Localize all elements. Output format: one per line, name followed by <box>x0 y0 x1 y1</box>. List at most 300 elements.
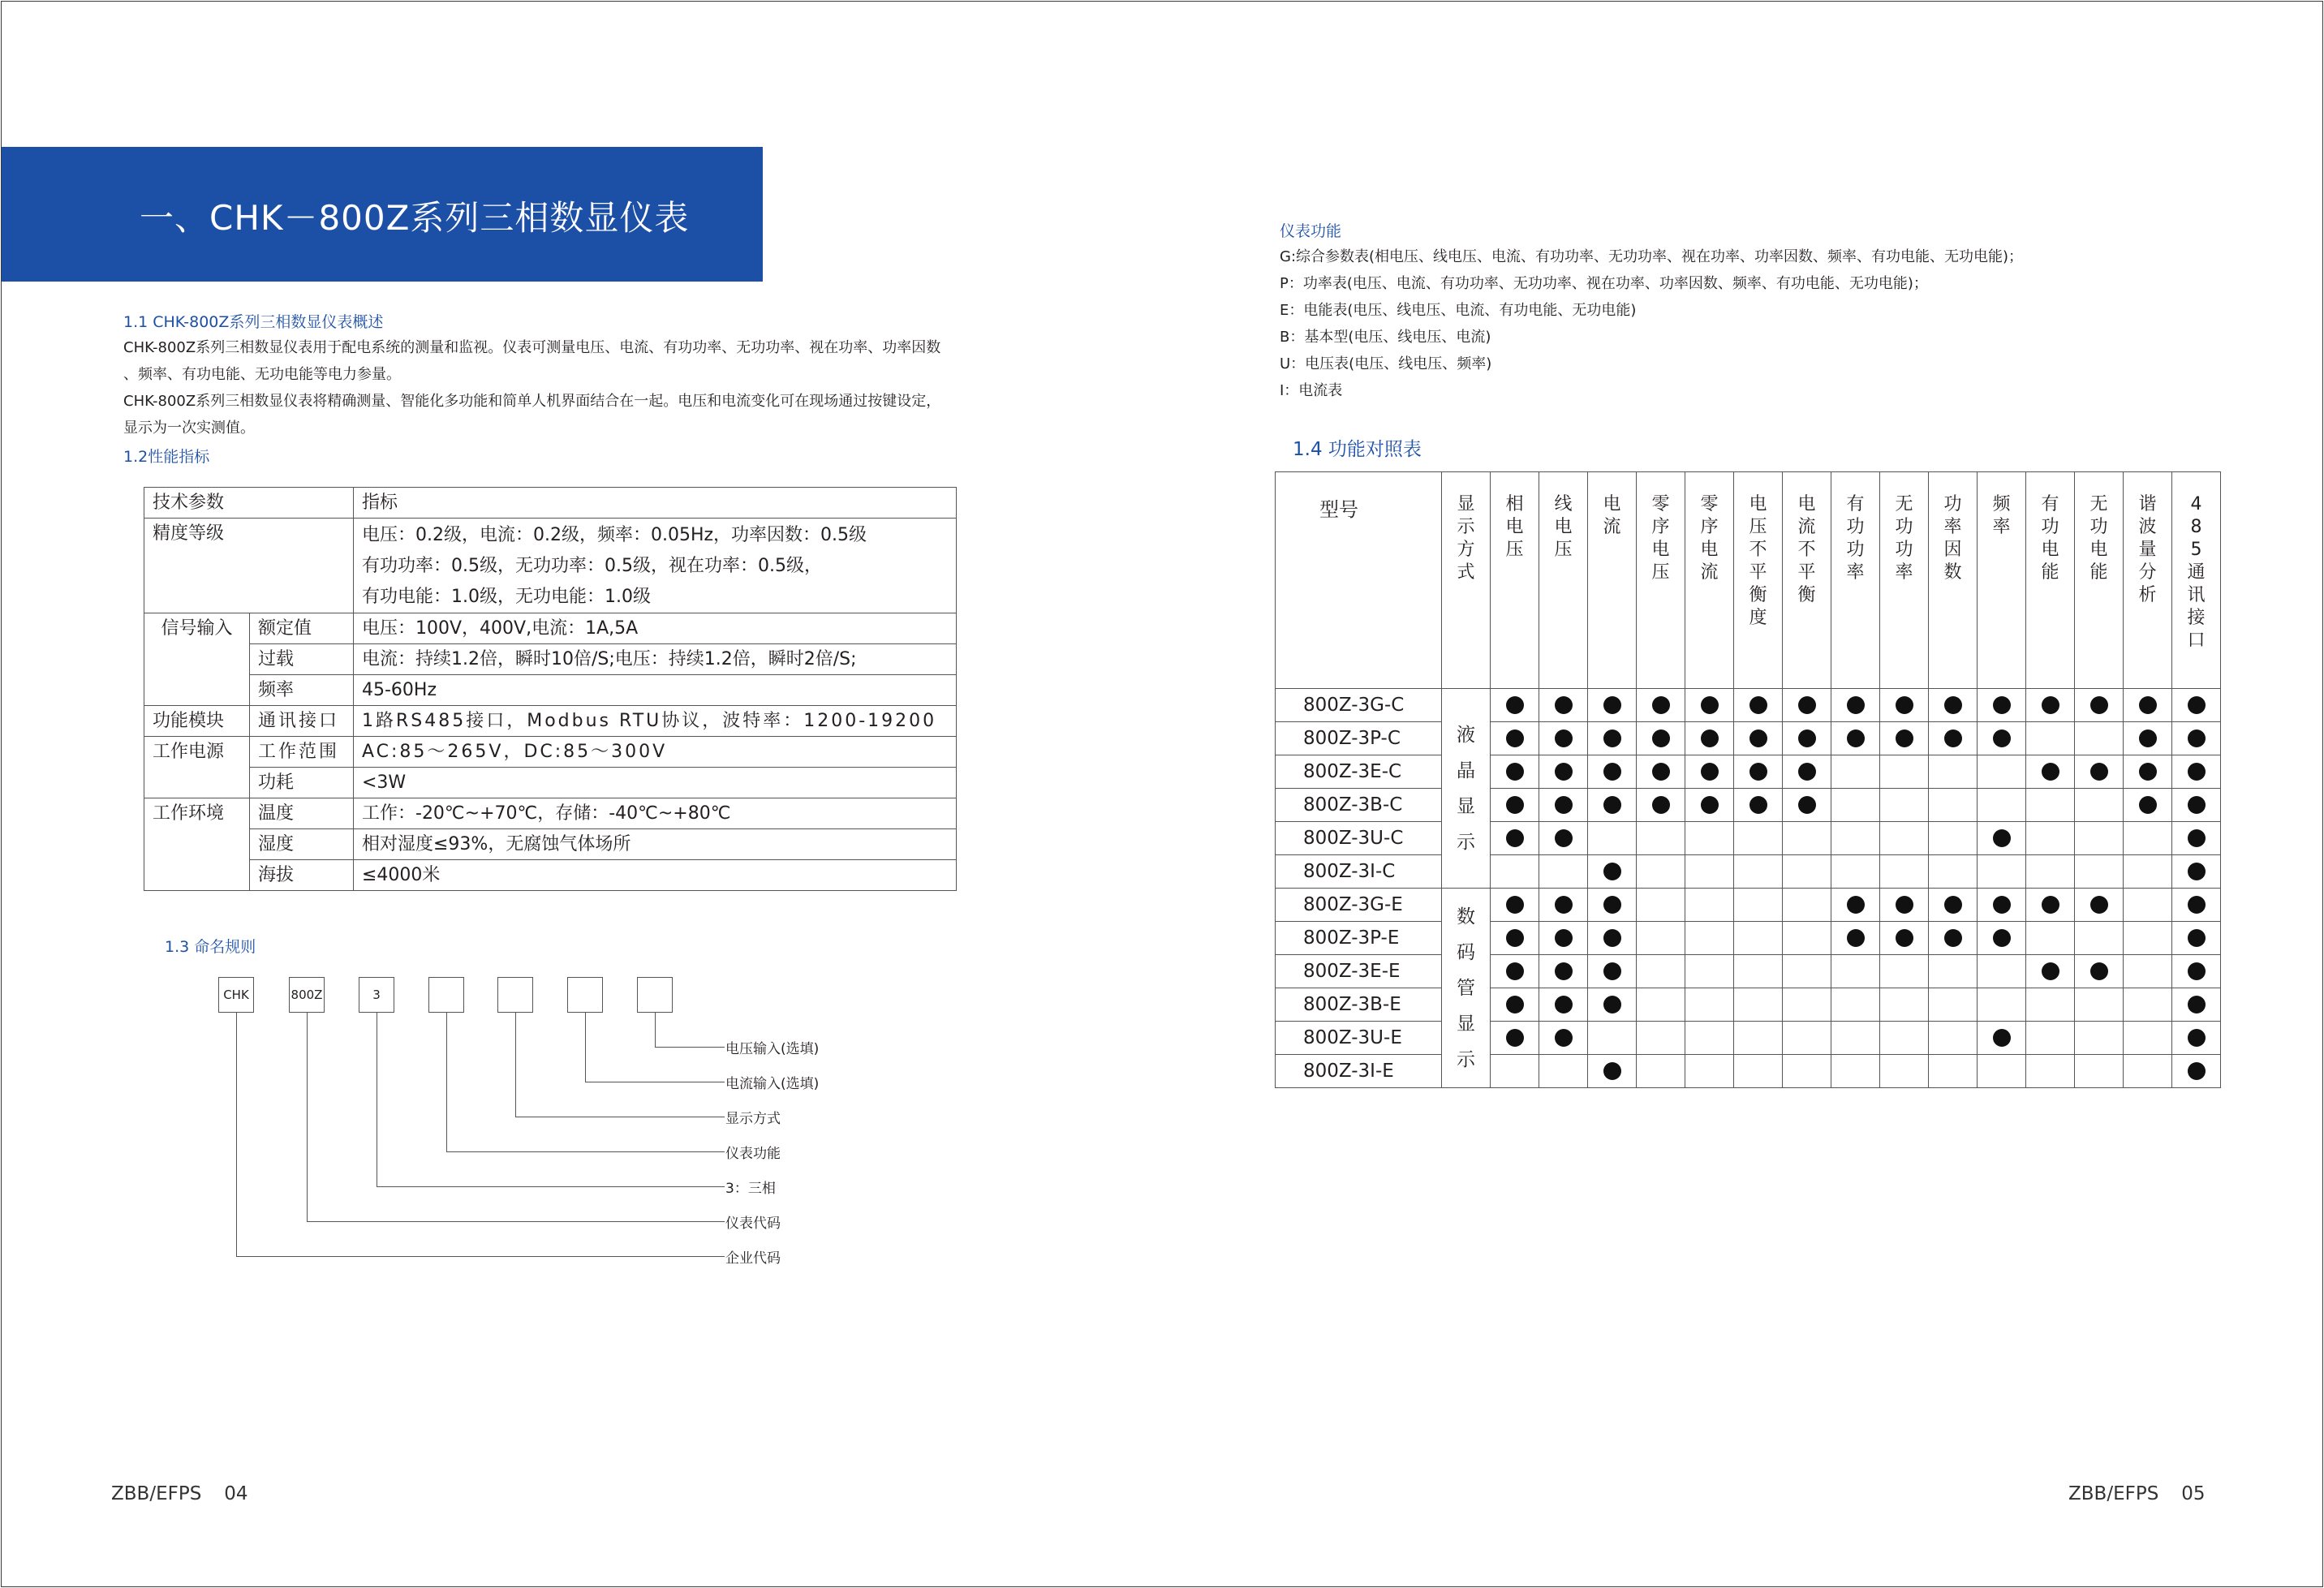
feature-cell <box>1880 855 1929 889</box>
feature-dot-icon <box>1701 696 1719 714</box>
feature-dot-icon <box>1555 929 1573 947</box>
feature-cell <box>1539 855 1588 889</box>
display-group-label: 数码管显示 <box>1457 906 1475 1070</box>
feature-dot-icon <box>1701 763 1719 781</box>
feature-dot-icon <box>1798 763 1816 781</box>
feature-cell <box>1539 988 1588 1022</box>
feature-dot-icon <box>1603 696 1621 714</box>
feature-dot-icon <box>2188 896 2206 914</box>
feature-dot-icon <box>1944 729 1962 747</box>
feature-cell <box>1539 1022 1588 1055</box>
feature-cell <box>2026 988 2075 1022</box>
naming-box-function <box>428 977 464 1013</box>
feature-dot-icon <box>2188 1062 2206 1080</box>
naming-box-display <box>497 977 533 1013</box>
feature-cell <box>2172 988 2221 1022</box>
feature-cell <box>1929 789 1978 822</box>
naming-label-display: 显示方式 <box>725 1111 781 1127</box>
feature-cell <box>1978 988 2026 1022</box>
feature-cell <box>1734 955 1783 988</box>
feature-dot-icon <box>1847 696 1865 714</box>
feature-cell <box>2075 988 2124 1022</box>
function-item: P：功率表(电压、电流、有功功率、无功功率、视在功率、功率因数、频率、有功电能、无功电能)； <box>1280 275 1928 292</box>
feature-cell <box>2124 1055 2172 1088</box>
feature-column-header <box>1588 472 1637 689</box>
feature-cell <box>2172 822 2221 855</box>
feature-column-header <box>1442 472 1491 689</box>
feature-cell <box>1734 1055 1783 1088</box>
feature-dot-icon <box>1944 696 1962 714</box>
feature-cell <box>1831 722 1880 755</box>
feature-column-label: 无功电能 <box>2089 494 2108 583</box>
feature-dot-icon <box>1603 763 1621 781</box>
feature-cell <box>1588 822 1637 855</box>
page-title: 一、CHK－800Z系列三相数显仪表 <box>140 198 690 238</box>
feature-cell <box>1831 789 1880 822</box>
feature-dot-icon <box>1993 896 2011 914</box>
feature-dot-icon <box>2188 996 2206 1013</box>
feature-cell <box>1978 722 2026 755</box>
feature-dot-icon <box>2188 763 2206 781</box>
feature-cell <box>1685 789 1734 822</box>
feature-cell <box>1685 855 1734 889</box>
feature-cell <box>1978 855 2026 889</box>
overview-line: 、频率、有功电能、无功电能等电力参量。 <box>123 366 401 383</box>
table-row <box>1276 889 2221 922</box>
model-name-cell: 800Z-3U-E <box>1276 1022 1442 1055</box>
naming-label-meter-code: 仪表代码 <box>725 1216 781 1232</box>
feature-cell <box>2026 889 2075 922</box>
feature-dot-icon <box>2090 763 2108 781</box>
feature-cell <box>2172 1022 2221 1055</box>
model-name-cell: 800Z-3I-E <box>1276 1055 1442 1088</box>
feature-cell <box>1880 988 1929 1022</box>
spec-label-power: 工作电源 <box>144 737 250 798</box>
feature-column-header <box>1491 472 1539 689</box>
feature-dot-icon <box>2139 796 2157 814</box>
feature-column-label: 有功功率 <box>1846 494 1865 583</box>
feature-column-header <box>2172 472 2221 689</box>
accuracy-line: 有功电能：1.0级，无功电能：1.0级 <box>362 587 651 607</box>
feature-cell <box>1491 922 1539 955</box>
feature-dot-icon <box>1506 996 1524 1013</box>
feature-dot-icon <box>1603 863 1621 880</box>
feature-cell <box>1880 689 1929 722</box>
feature-cell <box>1491 789 1539 822</box>
feature-dot-icon <box>1506 829 1524 847</box>
feature-cell <box>1978 1022 2026 1055</box>
feature-column-label: 零序电压 <box>1651 494 1670 583</box>
feature-cell <box>1539 1055 1588 1088</box>
feature-dot-icon <box>2188 1029 2206 1047</box>
feature-cell <box>2026 722 2075 755</box>
feature-cell <box>1637 1055 1685 1088</box>
feature-cell <box>1783 755 1831 789</box>
feature-dot-icon <box>1603 729 1621 747</box>
feature-cell <box>1880 822 1929 855</box>
feature-cell <box>1491 689 1539 722</box>
feature-column-label: 显示方式 <box>1457 494 1475 583</box>
feature-cell <box>1588 1055 1637 1088</box>
model-column-header: 型号 <box>1276 472 1442 689</box>
feature-cell <box>1831 1055 1880 1088</box>
feature-dot-icon <box>1701 729 1719 747</box>
feature-cell <box>2172 755 2221 789</box>
feature-dot-icon <box>2188 696 2206 714</box>
feature-dot-icon <box>1603 929 1621 947</box>
feature-dot-icon <box>1506 729 1524 747</box>
feature-cell <box>1831 755 1880 789</box>
spec-value-altitude: ≤4000米 <box>354 860 957 891</box>
feature-cell <box>1978 889 2026 922</box>
table-row <box>1276 1022 2221 1055</box>
naming-rule-diagram <box>0 0 974 1588</box>
feature-cell <box>1685 755 1734 789</box>
feature-dot-icon <box>1993 729 2011 747</box>
feature-cell <box>1929 955 1978 988</box>
feature-dot-icon <box>2090 962 2108 980</box>
spec-sub-temperature: 温度 <box>250 798 354 829</box>
feature-cell <box>1539 955 1588 988</box>
feature-dot-icon <box>2090 696 2108 714</box>
feature-cell <box>1685 889 1734 922</box>
connector-line <box>655 1013 656 1047</box>
feature-cell <box>1491 1055 1539 1088</box>
feature-dot-icon <box>1896 929 1913 947</box>
feature-cell <box>2075 1022 2124 1055</box>
feature-column-header <box>1978 472 2026 689</box>
feature-cell <box>2075 955 2124 988</box>
feature-cell <box>1734 722 1783 755</box>
feature-column-label: 有功电能 <box>2041 494 2059 583</box>
naming-label-phase: 3：三相 <box>725 1181 776 1197</box>
feature-cell <box>1831 889 1880 922</box>
feature-cell <box>1637 855 1685 889</box>
feature-dot-icon <box>1896 896 1913 914</box>
feature-cell <box>1539 755 1588 789</box>
feature-dot-icon <box>1847 729 1865 747</box>
model-name-cell: 800Z-3B-C <box>1276 789 1442 822</box>
feature-cell <box>1588 889 1637 922</box>
feature-cell <box>1637 755 1685 789</box>
feature-dot-icon <box>1603 796 1621 814</box>
feature-cell <box>1929 988 1978 1022</box>
function-item: I：电流表 <box>1280 382 1343 399</box>
feature-cell <box>2026 922 2075 955</box>
feature-cell <box>1880 789 1929 822</box>
feature-dot-icon <box>1506 763 1524 781</box>
feature-column-label: 485通讯接口 <box>2187 494 2206 651</box>
feature-cell <box>1831 988 1880 1022</box>
feature-cell <box>1539 689 1588 722</box>
feature-dot-icon <box>2188 863 2206 880</box>
feature-dot-icon <box>1993 1029 2011 1047</box>
feature-cell <box>1637 722 1685 755</box>
feature-cell <box>1734 889 1783 922</box>
connector-line <box>236 1013 237 1256</box>
page-number: 04 <box>224 1483 248 1504</box>
feature-cell <box>2124 955 2172 988</box>
function-item: B：基本型(电压、线电压、电流) <box>1280 329 1491 346</box>
feature-cell <box>1978 822 2026 855</box>
function-item: G:综合参数表(相电压、线电压、电流、有功功率、无功功率、视在功率、功率因数、频率、有功电能、无功电能)； <box>1280 248 2024 265</box>
accuracy-line: 电压：0.2级，电流：0.2级，频率：0.05Hz，功率因数：0.5级 <box>362 525 867 545</box>
feature-dot-icon <box>2188 829 2206 847</box>
feature-dot-icon <box>2042 763 2059 781</box>
feature-cell <box>2172 889 2221 922</box>
feature-cell <box>1831 955 1880 988</box>
naming-label-voltage-input: 电压输入(选填) <box>725 1041 820 1057</box>
feature-dot-icon <box>1555 996 1573 1013</box>
spec-label-env: 工作环境 <box>144 798 250 891</box>
spec-value-comm: 1路RS485接口，Modbus RTU协议，波特率：1200-19200 <box>354 706 957 737</box>
feature-cell <box>2075 755 2124 789</box>
feature-dot-icon <box>1896 729 1913 747</box>
feature-cell <box>1685 955 1734 988</box>
feature-cell <box>2124 789 2172 822</box>
table-row <box>1276 922 2221 955</box>
feature-cell <box>1880 722 1929 755</box>
feature-cell <box>2075 689 2124 722</box>
function-list <box>1280 243 2023 404</box>
spec-value-overload: 电流：持续1.2倍，瞬时10倍/S;电压：持续1.2倍，瞬时2倍/S; <box>354 644 957 675</box>
feature-cell <box>2026 689 2075 722</box>
feature-dot-icon <box>1555 829 1573 847</box>
feature-column-header <box>1880 472 1929 689</box>
feature-cell <box>2172 722 2221 755</box>
function-item: E：电能表(电压、线电压、电流、有功电能、无功电能) <box>1280 302 1637 319</box>
feature-cell <box>1734 922 1783 955</box>
feature-cell <box>1588 689 1637 722</box>
feature-cell <box>1880 1022 1929 1055</box>
feature-cell <box>1978 789 2026 822</box>
feature-cell <box>1588 922 1637 955</box>
feature-cell <box>1491 755 1539 789</box>
model-name-cell: 800Z-3B-E <box>1276 988 1442 1022</box>
table-row <box>1276 755 2221 789</box>
spec-value-range: AC:85～265V，DC:85～300V <box>354 737 957 768</box>
overview-line: CHK-800Z系列三相数显仪表用于配电系统的测量和监视。仪表可测量电压、电流、有功功率、无功功率、视在功率、功率因数 <box>123 339 941 356</box>
feature-cell <box>1783 722 1831 755</box>
feature-cell <box>2172 955 2221 988</box>
feature-cell <box>1978 955 2026 988</box>
feature-cell <box>1880 755 1929 789</box>
feature-cell <box>1929 755 1978 789</box>
feature-dot-icon <box>1847 929 1865 947</box>
spec-sub-range: 工作范围 <box>250 737 354 768</box>
feature-column-label: 电流 <box>1603 494 1621 537</box>
model-name-cell: 800Z-3E-C <box>1276 755 1442 789</box>
model-name-cell: 800Z-3P-C <box>1276 722 1442 755</box>
function-comparison-table <box>1275 471 2221 1088</box>
feature-cell <box>1637 689 1685 722</box>
feature-cell <box>1929 855 1978 889</box>
feature-cell <box>2026 789 2075 822</box>
feature-cell <box>1734 789 1783 822</box>
feature-cell <box>1588 722 1637 755</box>
feature-dot-icon <box>2139 696 2157 714</box>
connector-line <box>377 1186 725 1187</box>
feature-cell <box>1734 855 1783 889</box>
feature-cell <box>2075 855 2124 889</box>
table-row <box>1276 955 2221 988</box>
feature-dot-icon <box>1993 929 2011 947</box>
feature-column-label: 线电压 <box>1554 494 1573 560</box>
feature-dot-icon <box>1506 796 1524 814</box>
feature-dot-icon <box>1701 796 1719 814</box>
feature-cell <box>1783 889 1831 922</box>
feature-dot-icon <box>1555 896 1573 914</box>
display-group-lcd <box>1442 689 1491 889</box>
feature-cell <box>2124 822 2172 855</box>
feature-cell <box>1978 1055 2026 1088</box>
feature-cell <box>2026 755 2075 789</box>
table-row <box>1276 722 2221 755</box>
feature-dot-icon <box>1944 929 1962 947</box>
feature-cell <box>2075 822 2124 855</box>
feature-cell <box>2026 1022 2075 1055</box>
feature-dot-icon <box>1993 696 2011 714</box>
feature-cell <box>1637 988 1685 1022</box>
feature-dot-icon <box>2188 962 2206 980</box>
spec-value-rated: 电压：100V，400V,电流：1A,5A <box>354 613 957 644</box>
connector-line <box>307 1013 308 1221</box>
feature-dot-icon <box>1944 896 1962 914</box>
feature-cell <box>1783 855 1831 889</box>
feature-cell <box>1783 822 1831 855</box>
feature-dot-icon <box>1847 896 1865 914</box>
feature-cell <box>1929 689 1978 722</box>
feature-cell <box>1783 922 1831 955</box>
feature-dot-icon <box>1555 696 1573 714</box>
overview-line: 显示为一次实测值。 <box>123 420 255 437</box>
feature-column-header <box>2075 472 2124 689</box>
spec-header-value: 指标 <box>354 488 957 519</box>
spec-label-signal: 信号输入 <box>144 613 250 706</box>
feature-dot-icon <box>1798 696 1816 714</box>
feature-cell <box>2172 1055 2221 1088</box>
feature-cell <box>2124 922 2172 955</box>
naming-label-company-code: 企业代码 <box>725 1250 781 1267</box>
feature-cell <box>2172 689 2221 722</box>
feature-cell <box>1491 722 1539 755</box>
feature-cell <box>2124 855 2172 889</box>
feature-cell <box>1734 1022 1783 1055</box>
feature-cell <box>2075 789 2124 822</box>
feature-dot-icon <box>1749 696 1767 714</box>
feature-cell <box>2172 789 2221 822</box>
feature-cell <box>1880 955 1929 988</box>
feature-dot-icon <box>2139 763 2157 781</box>
feature-cell <box>2026 822 2075 855</box>
model-name-cell: 800Z-3G-C <box>1276 689 1442 722</box>
feature-dot-icon <box>1506 896 1524 914</box>
feature-cell <box>2026 855 2075 889</box>
feature-cell <box>1491 822 1539 855</box>
feature-cell <box>2026 955 2075 988</box>
feature-column-label: 电压不平衡度 <box>1749 494 1767 628</box>
accuracy-line: 有功功率：0.5级，无功功率：0.5级，视在功率：0.5级， <box>362 556 822 576</box>
feature-dot-icon <box>1603 996 1621 1013</box>
feature-cell <box>1929 1022 1978 1055</box>
naming-label-current-input: 电流输入(选填) <box>725 1076 820 1092</box>
feature-column-header <box>2026 472 2075 689</box>
feature-dot-icon <box>1896 696 1913 714</box>
feature-column-header <box>1734 472 1783 689</box>
feature-column-label: 相电压 <box>1505 494 1524 560</box>
functions-heading: 仪表功能 <box>1280 222 1342 240</box>
feature-dot-icon <box>2042 696 2059 714</box>
feature-cell <box>1685 922 1734 955</box>
feature-column-header <box>1539 472 1588 689</box>
spec-value-frequency: 45-60Hz <box>354 675 957 706</box>
feature-dot-icon <box>1652 763 1670 781</box>
feature-cell <box>1734 822 1783 855</box>
feature-cell <box>1880 922 1929 955</box>
spec-sub-altitude: 海拔 <box>250 860 354 891</box>
feature-cell <box>1685 722 1734 755</box>
feature-dot-icon <box>1555 796 1573 814</box>
feature-cell <box>1685 988 1734 1022</box>
footer-brand: ZBB/EFPS <box>2068 1483 2159 1504</box>
table-row <box>1276 689 2221 722</box>
feature-dot-icon <box>1506 929 1524 947</box>
feature-column-header <box>1831 472 1880 689</box>
feature-dot-icon <box>2042 962 2059 980</box>
feature-cell <box>2124 689 2172 722</box>
feature-dot-icon <box>1749 763 1767 781</box>
section-1-3-heading: 1.3 命名规则 <box>165 938 256 956</box>
feature-cell <box>1539 722 1588 755</box>
feature-cell <box>2124 889 2172 922</box>
feature-cell <box>1783 988 1831 1022</box>
feature-dot-icon <box>1993 829 2011 847</box>
feature-cell <box>1491 889 1539 922</box>
feature-dot-icon <box>2090 896 2108 914</box>
feature-column-label: 零序电流 <box>1700 494 1719 583</box>
feature-column-label: 无功功率 <box>1895 494 1913 583</box>
feature-cell <box>1880 889 1929 922</box>
footer-right <box>2068 1483 2206 1504</box>
feature-cell <box>1539 922 1588 955</box>
naming-box-voltage <box>637 977 673 1013</box>
feature-cell <box>2075 922 2124 955</box>
feature-cell <box>1734 689 1783 722</box>
feature-dot-icon <box>1555 962 1573 980</box>
feature-cell <box>1588 955 1637 988</box>
feature-column-header <box>1637 472 1685 689</box>
feature-cell <box>1637 1022 1685 1055</box>
model-name-cell: 800Z-3I-C <box>1276 855 1442 889</box>
feature-cell <box>1539 889 1588 922</box>
feature-cell <box>1588 755 1637 789</box>
feature-cell <box>1491 855 1539 889</box>
feature-cell <box>1588 855 1637 889</box>
feature-cell <box>1491 955 1539 988</box>
feature-dot-icon <box>1603 962 1621 980</box>
feature-dot-icon <box>1798 796 1816 814</box>
feature-cell <box>1831 855 1880 889</box>
feature-column-header <box>2124 472 2172 689</box>
spec-sub-comm: 通讯接口 <box>250 706 354 737</box>
feature-cell <box>2172 855 2221 889</box>
connector-line <box>446 1013 447 1151</box>
feature-dot-icon <box>2188 929 2206 947</box>
model-name-cell: 800Z-3E-E <box>1276 955 1442 988</box>
function-item: U：电压表(电压、线电压、频率) <box>1280 355 1492 372</box>
feature-dot-icon <box>1506 696 1524 714</box>
connector-line <box>515 1013 516 1117</box>
